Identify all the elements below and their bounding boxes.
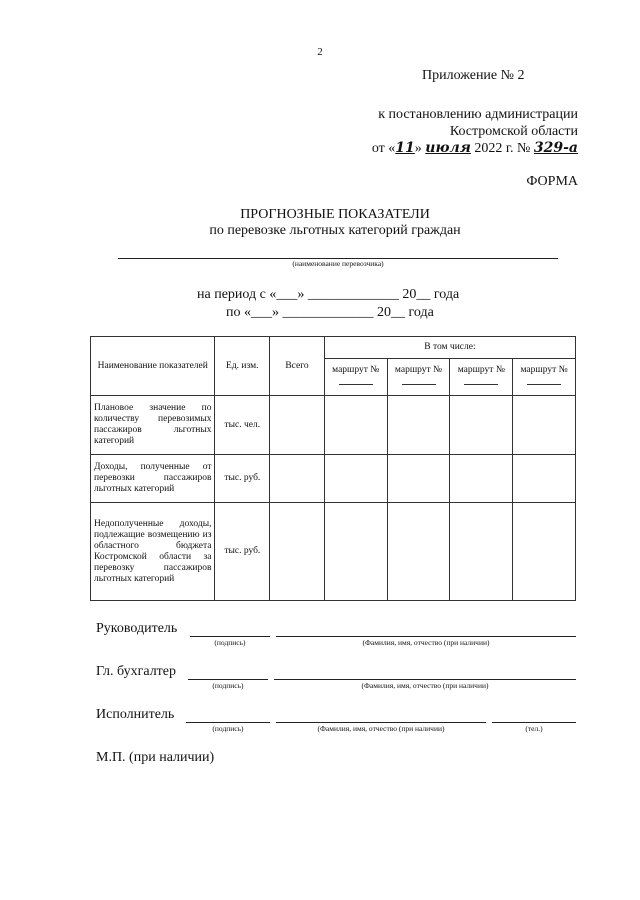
route-label: маршрут №	[394, 365, 443, 375]
executor-fio-caption: (Фамилия, имя, отчество (при наличии)	[317, 724, 445, 733]
title-line-2: по перевозке льготных категорий граждан	[209, 223, 461, 238]
route-label: маршрут №	[457, 365, 505, 375]
row-name: Доходы, полученные от перевозки пассажиров льготных категорий	[91, 455, 215, 503]
route-number-blank	[527, 376, 561, 385]
decree-year: 2022 г. №	[470, 141, 534, 156]
decree-line-3	[278, 140, 578, 157]
executor-signature-caption: (подпись)	[212, 724, 244, 733]
accountant-signature-field[interactable]	[188, 679, 268, 680]
cell-total[interactable]	[270, 503, 325, 601]
executor-label: Исполнитель	[96, 707, 175, 722]
cell-route[interactable]	[450, 455, 513, 503]
executor-fio-field[interactable]	[276, 722, 486, 723]
head-signature-field[interactable]	[190, 636, 270, 637]
cell-route[interactable]	[324, 396, 387, 455]
route-number-blank	[464, 376, 498, 385]
cell-route[interactable]	[387, 455, 450, 503]
row-unit: тыс. чел.	[215, 396, 270, 455]
route-label: маршрут №	[332, 365, 380, 375]
row-unit: тыс. руб.	[215, 455, 270, 503]
head-signature-caption: (подпись)	[214, 638, 246, 647]
period-to: по «___» _____________ 20__ года	[226, 305, 434, 320]
header-route-3	[450, 359, 513, 396]
carrier-caption: (наименование перевозчика)	[292, 259, 384, 268]
route-number-blank	[339, 376, 373, 385]
table-row	[91, 503, 576, 601]
table-row	[91, 396, 576, 455]
cell-total[interactable]	[270, 455, 325, 503]
header-route-1	[324, 359, 387, 396]
cell-route[interactable]	[324, 455, 387, 503]
decree-line-1: к постановлению администрации	[378, 107, 578, 122]
accountant-signature-caption: (подпись)	[212, 681, 244, 690]
accountant-fio-caption: (Фамилия, имя, отчество (при наличии)	[361, 681, 489, 690]
row-name: Недополученные доходы, подлежащие возмещению из областного бюджета Костромской области за перевозку пассажиров льготных категорий	[91, 503, 215, 601]
title-line-1: ПРОГНОЗНЫЕ ПОКАЗАТЕЛИ	[240, 207, 430, 222]
document-title	[0, 207, 640, 239]
executor-phone-field[interactable]	[492, 722, 576, 723]
cell-route[interactable]	[513, 396, 576, 455]
table-row	[91, 455, 576, 503]
form-label: ФОРМА	[526, 174, 578, 189]
cell-route[interactable]	[324, 503, 387, 601]
row-unit: тыс. руб.	[215, 503, 270, 601]
decree-day: 11	[395, 140, 415, 156]
route-label: маршрут №	[520, 365, 568, 375]
appendix-label: Приложение № 2	[422, 68, 525, 83]
header-total: Всего	[270, 337, 325, 396]
header-route-2	[387, 359, 450, 396]
decree-reference	[278, 106, 578, 157]
decree-from: от «	[371, 141, 396, 156]
header-unit: Ед. изм.	[215, 337, 270, 396]
cell-total[interactable]	[270, 396, 325, 455]
route-number-blank	[402, 376, 436, 385]
cell-route[interactable]	[513, 455, 576, 503]
cell-route[interactable]	[450, 396, 513, 455]
head-fio-field[interactable]	[276, 636, 576, 637]
cell-route[interactable]	[513, 503, 576, 601]
row-name: Плановое значение по количеству перевозимых пассажиров льготных категорий	[91, 396, 215, 455]
cell-route[interactable]	[387, 396, 450, 455]
decree-mid: »	[414, 141, 426, 156]
executor-phone-caption: (тел.)	[525, 724, 543, 733]
period-from: на период с «___» _____________ 20__ года	[197, 287, 460, 302]
page-number: 2	[317, 46, 323, 58]
indicators-table	[90, 336, 576, 601]
accountant-fio-field[interactable]	[274, 679, 576, 680]
executor-signature-field[interactable]	[186, 722, 270, 723]
cell-route[interactable]	[450, 503, 513, 601]
accountant-label: Гл. бухгалтер	[96, 664, 177, 679]
header-name: Наименование показателей	[91, 337, 215, 396]
cell-route[interactable]	[387, 503, 450, 601]
decree-line-2: Костромской области	[449, 124, 578, 139]
head-fio-caption: (Фамилия, имя, отчество (при наличии)	[362, 638, 490, 647]
decree-month: июля	[425, 140, 471, 156]
decree-number: 329-а	[533, 140, 578, 156]
header-route-4	[513, 359, 576, 396]
seal-label: М.П. (при наличии)	[96, 750, 215, 765]
head-label: Руководитель	[96, 621, 178, 636]
header-including: В том числе:	[324, 337, 575, 359]
